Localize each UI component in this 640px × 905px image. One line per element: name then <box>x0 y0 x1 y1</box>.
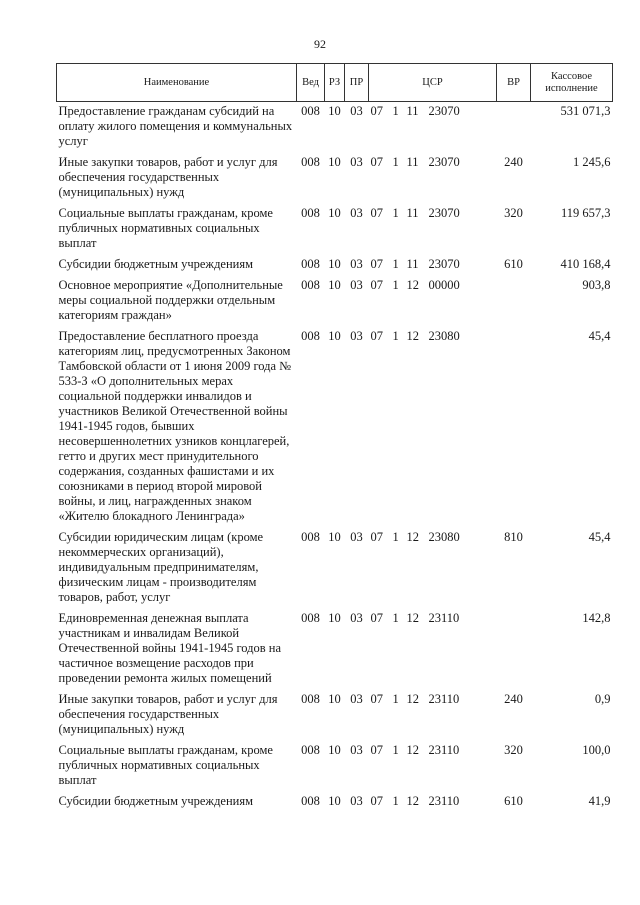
csr-program: 07 <box>370 692 383 706</box>
table-body <box>57 102 613 814</box>
csr-subprogram: 1 <box>392 278 399 292</box>
csr-program: 07 <box>370 611 383 625</box>
row-ved: 008 <box>301 278 320 292</box>
csr-main-activity: 12 <box>406 692 419 706</box>
header-amount: Кассовое исполнение <box>531 64 613 102</box>
table-row <box>57 102 613 154</box>
table-row <box>57 204 613 255</box>
row-csr <box>369 528 497 609</box>
csr-subprogram: 1 <box>392 155 399 169</box>
row-csr <box>369 204 497 255</box>
table-row <box>57 690 613 741</box>
table-row <box>57 327 613 528</box>
csr-program: 07 <box>370 794 383 808</box>
row-vr <box>497 609 531 690</box>
csr-main-activity: 12 <box>406 611 419 625</box>
header-rz: РЗ <box>325 64 345 102</box>
csr-subprogram: 1 <box>392 692 399 706</box>
row-csr <box>369 255 497 276</box>
row-name: Социальные выплаты гражданам, кроме публичных нормативных социальных выплат <box>58 206 273 250</box>
row-name: Предоставление гражданам субсидий на оплату жилого помещения и коммунальных услуг <box>58 104 293 148</box>
csr-direction: 23070 <box>428 104 460 118</box>
csr-direction: 23080 <box>428 329 460 343</box>
row-name: Единовременная денежная выплата участникам и инвалидам Великой Отечественной войны 1941-1945 годов на частичное возмещение расходов при проведении ремонта жилых помещений <box>58 611 282 685</box>
row-rz: 10 <box>328 692 341 706</box>
csr-subprogram: 1 <box>392 104 399 118</box>
csr-direction: 23070 <box>428 155 460 169</box>
csr-program: 07 <box>370 257 383 271</box>
row-ved: 008 <box>301 155 320 169</box>
csr-program: 07 <box>370 329 383 343</box>
row-vr: 240 <box>504 692 523 706</box>
csr-direction: 23080 <box>428 530 460 544</box>
csr-direction: 23110 <box>428 794 460 808</box>
csr-direction: 23070 <box>428 257 460 271</box>
row-vr: 810 <box>504 530 523 544</box>
row-csr <box>369 690 497 741</box>
row-csr <box>369 792 497 813</box>
row-vr: 240 <box>504 155 523 169</box>
row-name: Субсидии бюджетным учреждениям <box>58 257 254 271</box>
row-pr: 03 <box>350 794 363 808</box>
row-rz: 10 <box>328 530 341 544</box>
row-name: Основное мероприятие «Дополнительные меры социальной поддержки отдельным категориям граждан» <box>58 278 283 322</box>
csr-main-activity: 12 <box>406 278 419 292</box>
row-ved: 008 <box>301 794 320 808</box>
csr-subprogram: 1 <box>392 794 399 808</box>
table-row <box>57 741 613 792</box>
header-name: Наименование <box>57 64 297 102</box>
row-ved: 008 <box>301 104 320 118</box>
table-row <box>57 792 613 813</box>
row-ved: 008 <box>301 257 320 271</box>
row-pr: 03 <box>350 278 363 292</box>
csr-subprogram: 1 <box>392 206 399 220</box>
csr-main-activity: 11 <box>406 257 419 271</box>
row-pr: 03 <box>350 743 363 757</box>
row-rz: 10 <box>328 257 341 271</box>
csr-program: 07 <box>370 206 383 220</box>
row-vr <box>497 327 531 528</box>
row-ved: 008 <box>301 206 320 220</box>
row-pr: 03 <box>350 329 363 343</box>
row-rz: 10 <box>328 794 341 808</box>
row-rz: 10 <box>328 329 341 343</box>
row-pr: 03 <box>350 257 363 271</box>
row-name: Предоставление бесплатного проезда категориям лиц, предусмотренных Законом Тамбовской области от 1 июня 2009 года № 533-З «О дополнительных мерах социальной поддержки инвалидов и участников Великой Отечественной войны 1941-1945 годов, бывших несовершеннолетних узников концлагерей, гетто и других мест принудительного содержания, созданных фашистами и их союзниками в период второй мировой войны, и лиц, награжденных знаком «Жителю блокадного Ленинграда» <box>58 329 292 523</box>
row-csr <box>369 609 497 690</box>
row-csr <box>369 327 497 528</box>
csr-subprogram: 1 <box>392 329 399 343</box>
row-pr: 03 <box>350 530 363 544</box>
csr-main-activity: 12 <box>406 794 419 808</box>
csr-program: 07 <box>370 278 383 292</box>
csr-main-activity: 12 <box>406 530 419 544</box>
row-amount: 903,8 <box>582 278 611 292</box>
row-vr <box>497 276 531 327</box>
table-row <box>57 528 613 609</box>
row-rz: 10 <box>328 206 341 220</box>
row-amount: 142,8 <box>582 611 611 625</box>
row-amount: 0,9 <box>594 692 611 706</box>
row-amount: 45,4 <box>588 329 611 343</box>
row-vr: 320 <box>504 743 523 757</box>
table-row <box>57 276 613 327</box>
table-row <box>57 153 613 204</box>
csr-main-activity: 12 <box>406 743 419 757</box>
row-name: Иные закупки товаров, работ и услуг для обеспечения государственных (муниципальных) нужд <box>58 155 278 199</box>
table-row <box>57 609 613 690</box>
csr-subprogram: 1 <box>392 257 399 271</box>
row-ved: 008 <box>301 692 320 706</box>
row-csr <box>369 741 497 792</box>
header-vr: ВР <box>497 64 531 102</box>
row-amount: 45,4 <box>588 530 611 544</box>
row-name: Субсидии юридическим лицам (кроме некоммерческих организаций), индивидуальным предпринимателям, физическим лицам - производителям товаров, работ, услуг <box>58 530 264 604</box>
header-pr: ПР <box>345 64 369 102</box>
csr-program: 07 <box>370 530 383 544</box>
row-name: Иные закупки товаров, работ и услуг для обеспечения государственных (муниципальных) нужд <box>58 692 278 736</box>
csr-main-activity: 11 <box>406 206 419 220</box>
csr-direction: 23070 <box>428 206 460 220</box>
row-csr <box>369 276 497 327</box>
csr-direction: 23110 <box>428 743 460 757</box>
row-vr: 610 <box>504 794 523 808</box>
row-amount: 119 657,3 <box>560 206 611 220</box>
row-vr: 320 <box>504 206 523 220</box>
row-name: Социальные выплаты гражданам, кроме публичных нормативных социальных выплат <box>58 743 273 787</box>
page-number: 92 <box>314 37 326 51</box>
csr-main-activity: 12 <box>406 329 419 343</box>
row-ved: 008 <box>301 329 320 343</box>
csr-subprogram: 1 <box>392 611 399 625</box>
csr-program: 07 <box>370 743 383 757</box>
row-csr <box>369 102 497 154</box>
row-amount: 531 071,3 <box>560 104 611 118</box>
row-rz: 10 <box>328 104 341 118</box>
row-ved: 008 <box>301 743 320 757</box>
row-rz: 10 <box>328 155 341 169</box>
row-pr: 03 <box>350 692 363 706</box>
csr-direction: 00000 <box>428 278 460 292</box>
csr-program: 07 <box>370 104 383 118</box>
row-rz: 10 <box>328 611 341 625</box>
row-rz: 10 <box>328 743 341 757</box>
row-ved: 008 <box>301 530 320 544</box>
header-csr: ЦСР <box>369 64 497 102</box>
row-ved: 008 <box>301 611 320 625</box>
row-pr: 03 <box>350 104 363 118</box>
csr-direction: 23110 <box>428 692 460 706</box>
header-ved: Вед <box>297 64 325 102</box>
row-vr: 610 <box>504 257 523 271</box>
table-header-row <box>57 64 613 102</box>
csr-program: 07 <box>370 155 383 169</box>
row-rz: 10 <box>328 278 341 292</box>
row-name: Субсидии бюджетным учреждениям <box>58 794 254 808</box>
row-csr <box>369 153 497 204</box>
csr-main-activity: 11 <box>406 155 419 169</box>
budget-execution-table <box>56 63 613 813</box>
row-pr: 03 <box>350 155 363 169</box>
row-pr: 03 <box>350 611 363 625</box>
csr-direction: 23110 <box>428 611 460 625</box>
row-amount: 1 245,6 <box>573 155 611 169</box>
row-pr: 03 <box>350 206 363 220</box>
csr-main-activity: 11 <box>406 104 419 118</box>
row-amount: 41,9 <box>588 794 611 808</box>
csr-subprogram: 1 <box>392 530 399 544</box>
row-amount: 410 168,4 <box>560 257 611 271</box>
csr-subprogram: 1 <box>392 743 399 757</box>
row-vr <box>497 102 531 154</box>
row-amount: 100,0 <box>582 743 611 757</box>
table-row <box>57 255 613 276</box>
